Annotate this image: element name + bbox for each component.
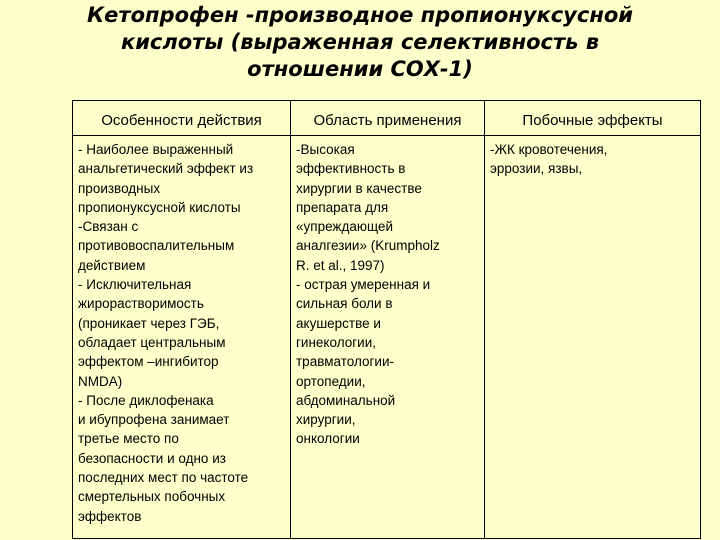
cell-text-line: сильная боли в — [296, 296, 393, 312]
cell-text-line: -ЖК кровотечения, — [490, 142, 608, 157]
table-header-row — [73, 101, 701, 136]
cell-text-line: препарата для — [296, 199, 389, 215]
cell-text-line: смертельных побочных — [78, 489, 226, 505]
cell-text-line: эррозии, язвы, — [490, 161, 583, 177]
slide-title — [20, 2, 700, 83]
cell-text-line: «упреждающей — [296, 219, 393, 235]
title-line: Кетопрофен -производное пропионуксусной — [87, 3, 633, 27]
cell-text-line: эффектов — [78, 508, 142, 524]
ketoprofen-table — [72, 100, 701, 539]
cell-text-line: - острая умеренная и — [296, 277, 431, 293]
cell-text-line: акушерстве и — [296, 315, 381, 331]
cell-text-line: безопасности и одно из — [78, 450, 226, 466]
cell-text-line: действием — [78, 257, 146, 273]
cell-text-line: хирургии в качестве — [296, 180, 422, 196]
header-application: Область применения — [291, 101, 485, 136]
cell-text-line: третье место по — [78, 431, 179, 447]
cell-text-line: NMDA) — [78, 373, 123, 389]
cell-text-line: - Исключительная — [78, 277, 192, 293]
cell-text-line: аналгезии» (Krumpholz — [296, 238, 440, 254]
cell-text-line: R. et al., 1997) — [296, 257, 385, 273]
cell-text-line: противовоспалительным — [78, 238, 235, 254]
title-line: кислоты (выраженная селективность в — [120, 30, 600, 54]
cell-text-line: эффектом –ингибитор — [78, 354, 219, 370]
cell-text-line: -Высокая — [296, 142, 355, 157]
cell-text-line: анальгетический эффект из — [78, 161, 254, 177]
cell-text-line: онкологии — [296, 431, 360, 447]
cell-text-line: (проникает через ГЭБ, — [78, 315, 220, 331]
cell-text-line: хирургии, — [296, 412, 356, 428]
cell-text-line: - После диклофенака — [78, 392, 214, 408]
cell-features — [73, 136, 291, 539]
header-side-effects: Побочные эффекты — [485, 101, 701, 136]
cell-text-line: ортопедии, — [296, 373, 366, 389]
header-features: Особенности действия — [73, 101, 291, 136]
title-line: отношении СОХ-1) — [247, 57, 473, 81]
cell-text-line: производных — [78, 180, 161, 196]
cell-text-line: травматологии- — [296, 354, 394, 370]
cell-text-line: эффективность в — [296, 161, 406, 177]
cell-text-line: -Связан с — [78, 219, 139, 235]
cell-text-line: жирорастворимость — [78, 296, 204, 312]
table-row — [73, 136, 701, 539]
cell-text-line: последних мест по частоте — [78, 470, 249, 486]
cell-text-line: - Наиболее выраженный — [78, 142, 234, 157]
cell-text-line: пропионуксусной кислоты — [78, 199, 241, 215]
cell-application — [291, 136, 485, 539]
cell-text-line: и ибупрофена занимает — [78, 412, 230, 428]
cell-side-effects — [485, 136, 701, 539]
cell-text-line: обладает центральным — [78, 334, 226, 350]
cell-text-line: гинекологии, — [296, 334, 376, 350]
cell-text-line: абдоминальной — [296, 392, 396, 408]
